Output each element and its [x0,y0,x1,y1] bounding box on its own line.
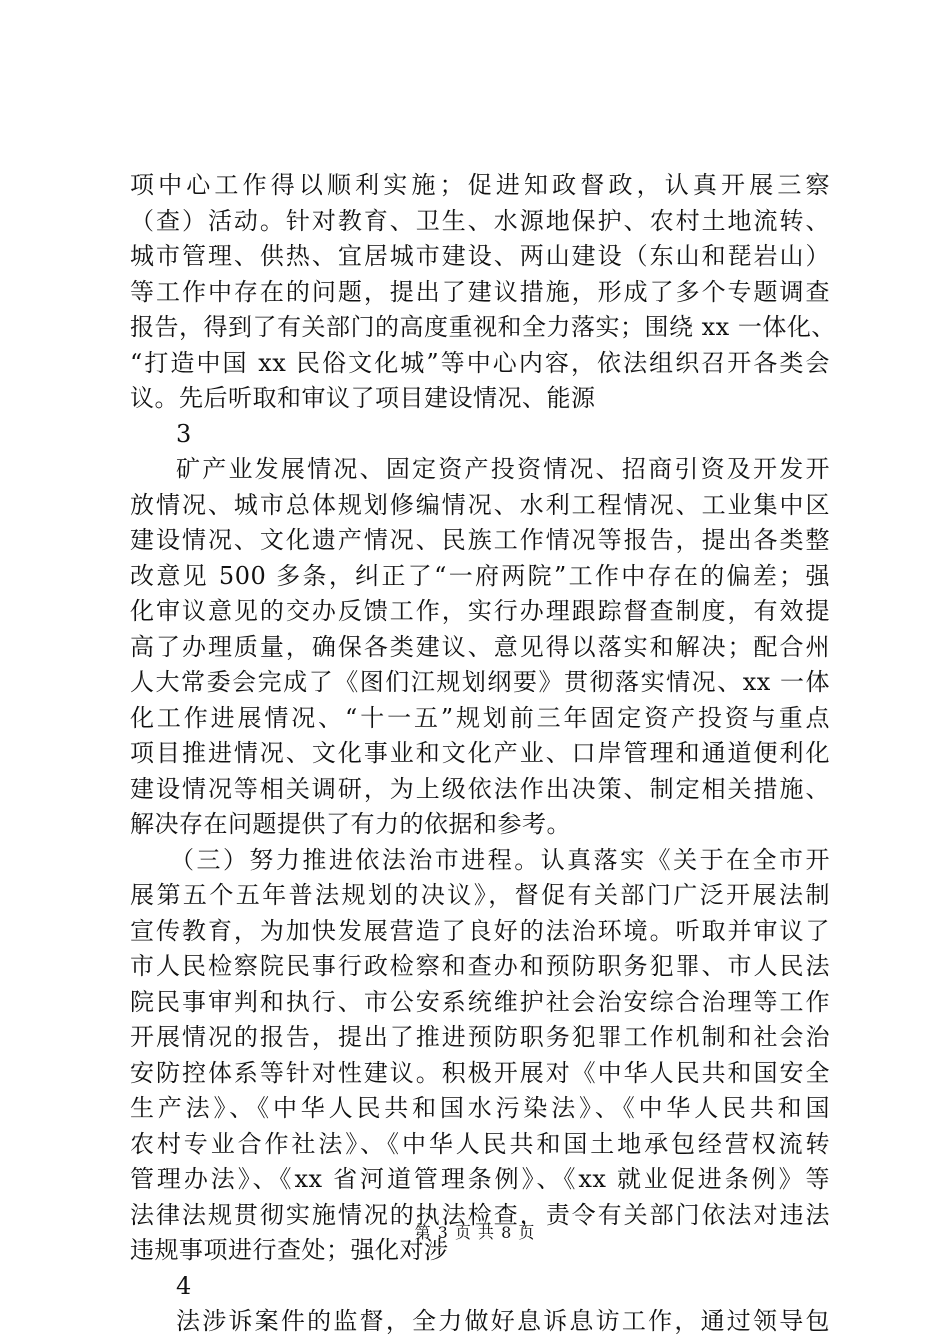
text-line: 安防控体系等针对性建议。积极开展对《中华人民共和国安全 [130,1058,830,1087]
text-line: 人大常委会完成了《图们江规划纲要》贯彻落实情况、xx 一体 [130,668,830,696]
text-line: 化工作进展情况、“十一五”规划前三年固定资产投资与重点 [130,703,830,732]
text-line: 违规事项进行查处；强化对涉 [130,1236,449,1264]
text-line: 矿产业发展情况、固定资产投资情况、招商引资及开发开 [176,455,830,483]
text-line: 院民事审判和执行、市公安系统维护社会治安综合治理等工作 [130,987,830,1016]
text-line: 高了办理质量，确保各类建议、意见得以落实和解决；配合州 [130,632,830,661]
text-line: 生产法》、《中华人民共和国水污染法》、《中华人民共和国 [130,1094,830,1122]
section-heading-line: （三）努力推进依法治市进程。认真落实《关于在全市开 [170,845,830,874]
text-line: 管理办法》、《xx 省河道管理条例》、《xx 就业促进条例》等 [130,1165,830,1193]
text-line: 报告，得到了有关部门的高度重视和全力落实；围绕 xx 一体化、 [130,313,836,341]
text-line: 项目推进情况、文化事业和文化产业、口岸管理和通道便利化 [130,739,830,767]
text-line: 宣传教育，为加快发展营造了良好的法治环境。听取并审议了 [130,916,830,945]
text-line: 等工作中存在的问题，提出了建议措施，形成了多个专题调查 [130,277,830,306]
text-line: 议。先后听取和审议了项目建设情况、能源 [130,384,596,412]
text-line: 改意见 500 多条，纠正了“一府两院”工作中存在的偏差；强 [130,561,830,590]
text-line: 化审议意见的交办反馈工作，实行办理跟踪督查制度，有效提 [130,597,830,625]
text-line: 农村专业合作社法》、《中华人民共和国土地承包经营权流转 [130,1129,830,1158]
text-line: 项中心工作得以顺利实施；促进知政督政，认真开展三察 [130,171,830,199]
text-line: 展第五个五年普法规划的决议》，督促有关部门广泛开展法制 [130,881,830,909]
page-footer: 第 3 页 共 8 页 [414,1223,536,1242]
text-line: 开展情况的报告，提出了推进预防职务犯罪工作机制和社会治 [130,1023,830,1051]
text-line: 法涉诉案件的监督，全力做好息诉息访工作，通过领导包 [176,1307,830,1335]
text-line: 建设情况等相关调研，为上级依法作出决策、制定相关措施、 [130,774,830,803]
body-text [130,168,836,1340]
text-line: 解决存在问题提供了有力的依据和参考。 [130,810,571,838]
inline-page-number: 3 [176,419,192,448]
inline-page-number: 4 [176,1271,192,1300]
text-line: 放情况、城市总体规划修编情况、水利工程情况、工业集中区 [130,490,830,519]
text-line: “打造中国 xx 民俗文化城”等中心内容，依法组织召开各类会 [130,348,830,377]
text-line: 法律法规贯彻实施情况的执法检查，责令有关部门依法对违法 [130,1200,830,1229]
text-line: （查）活动。针对教育、卫生、水源地保护、农村土地流转、 [130,206,830,235]
text-line: 城市管理、供热、宜居城市建设、两山建设（东山和琵岩山） [130,242,830,270]
text-line: 建设情况、文化遗产情况、民族工作情况等报告，提出各类整 [130,526,830,554]
text-line: 市人民检察院民事行政检察和查办和预防职务犯罪、市人民法 [130,952,830,980]
